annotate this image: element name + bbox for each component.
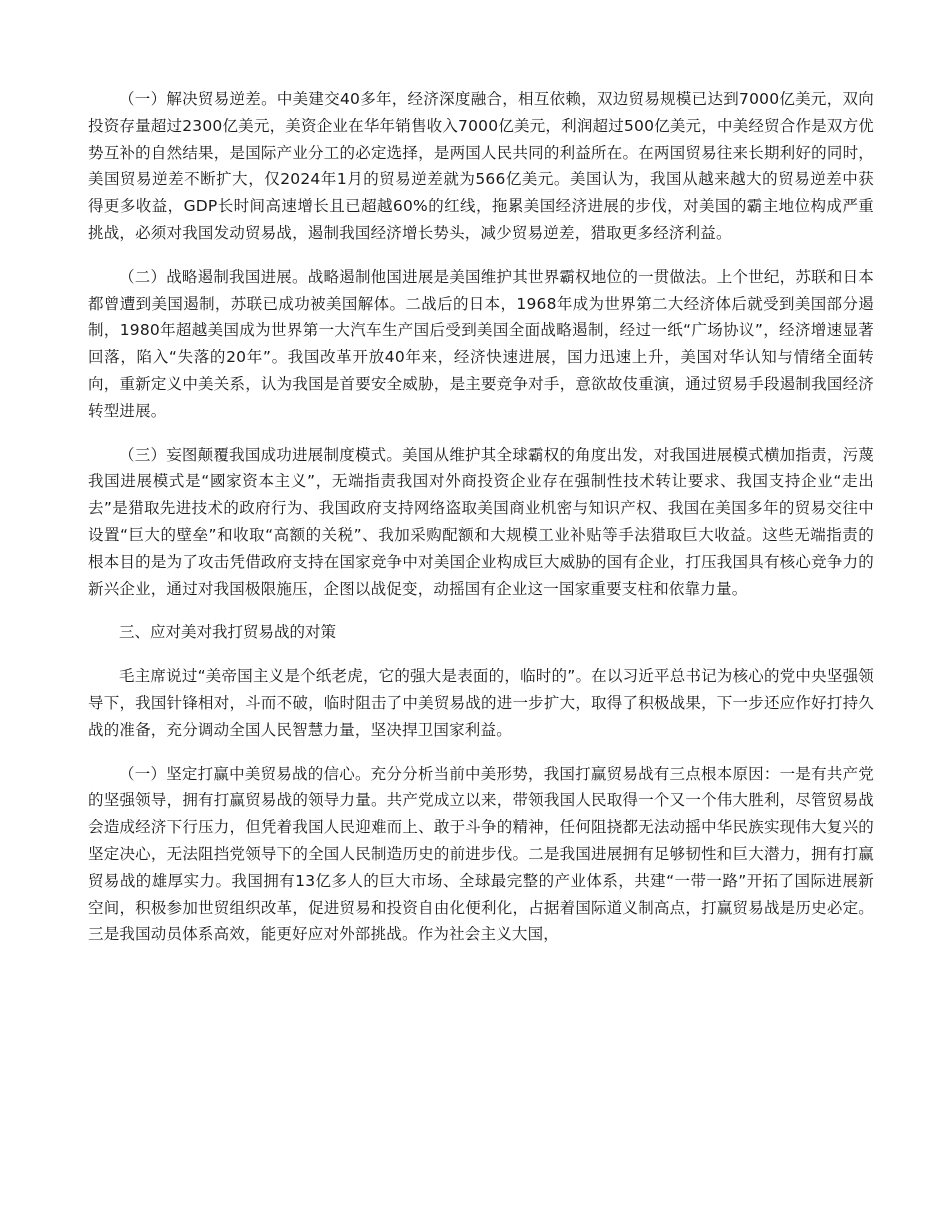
paragraph-confidence: （一）坚定打赢中美贸易战的信心。充分分析当前中美形势，我国打赢贸易战有三点根本原因：一是有共产党的坚强领导，拥有打赢贸易战的领导力量。共产党成立以来，带领我国人民取得一个又一个伟大胜利，尽管贸易战会造成经济下行压力，但凭着我国人民迎难而上、敢于斗争的精神，任何阻挠都无法动摇中华民族实现伟大复兴的坚定决心，无法阻挡党领导下的全国人民制造历史的前进步伐。二是我国进展拥有足够韧性和巨大潜力，拥有打赢贸易战的雄厚实力。我国拥有13亿多人的巨大市场、全球最完整的产业体系，共建“一带一路”开拓了国际进展新空间，积极参加世贸组织改革，促进贸易和投资自由化便利化，占据着国际道义制高点，打赢贸易战是历史必定。三是我国动员体系高效，能更好应对外部挑战。作为社会主义大国， bbox=[88, 764, 874, 944]
paragraph-mao-quote: 毛主席说过“美帝国主义是个纸老虎，它的强大是表面的，临时的”。在以习近平总书记为核心的党中央坚强领导下，我国针锋相对，斗而不破，临时阻击了中美贸易战的进一步扩大，取得了积极战果，下一步还应作好打持久战的准备，充分调动全国人民智慧力量，坚决捍卫国家利益。 bbox=[88, 667, 874, 739]
paragraph-development-model: （三）妄图颠覆我国成功进展制度模式。美国从维护其全球霸权的角度出发，对我国进展模式横加指责，污蔑我国进展模式是“國家资本主义”，无端指责我国对外商投资企业存在强制性技术转让要求、我国支持企业“走出去”是猎取先进技术的政府行为、我国政府支持网络盗取美国商业机密与知识产权、我国在美国多年的贸易交往中设置“巨大的壁垒”和收取“高额的关税”、我加采购配额和大规模工业补贴等手法猎取巨大收益。这些无端指责的根本目的是为了攻击凭借政府支持在国家竞争中对美国企业构成巨大威胁的国有企业，打压我国具有核心竞争力的新兴企业，通过对我国极限施压，企图以战促变，动摇国有企业这一国家重要支柱和依靠力量。 bbox=[88, 445, 874, 598]
section-heading: 三、应对美对我打贸易战的对策 bbox=[119, 623, 337, 642]
document-page bbox=[88, 86, 874, 948]
paragraph-strategic-containment: （二）战略遏制我国进展。战略遏制他国进展是美国维护其世界霸权地位的一贯做法。上个世纪，苏联和日本都曾遭到美国遏制，苏联已成功被美国解体。二战后的日本，1968年成为世界第二大经济体后就受到美国部分遏制，1980年超越美国成为世界第一大汽车生产国后受到美国全面战略遏制，经过一纸“广场协议”，经济增速显著回落，陷入“失落的20年”。我国改革开放40年来，经济快速进展，国力迅速上升，美国对华认知与情绪全面转向，重新定义中美关系，认为我国是首要安全威胁，是主要竞争对手，意欲故伎重演，通过贸易手段遏制我国经济转型进展。 bbox=[88, 267, 874, 420]
paragraph-trade-deficit: （一）解决贸易逆差。中美建交40多年，经济深度融合，相互依赖，双边贸易规模已达到7000亿美元，双向投资存量超过2300亿美元，美资企业在华年销售收入7000亿美元，利润超过500亿美元，中美经贸合作是双方优势互补的自然结果，是国际产业分工的必定选择，是两国人民共同的利益所在。在两国贸易往来长期利好的同时，美国贸易逆差不断扩大，仅2024年1月的贸易逆差就为566亿美元。美国认为，我国从越来越大的贸易逆差中获得更多收益，GDP长时间高速增长且已超越60%的红线，拖累美国经济进展的步伐，对美国的霸主地位构成严重挑战，必须对我国发动贸易战，遏制我国经济增长势头，减少贸易逆差，猎取更多经济利益。 bbox=[88, 90, 874, 242]
